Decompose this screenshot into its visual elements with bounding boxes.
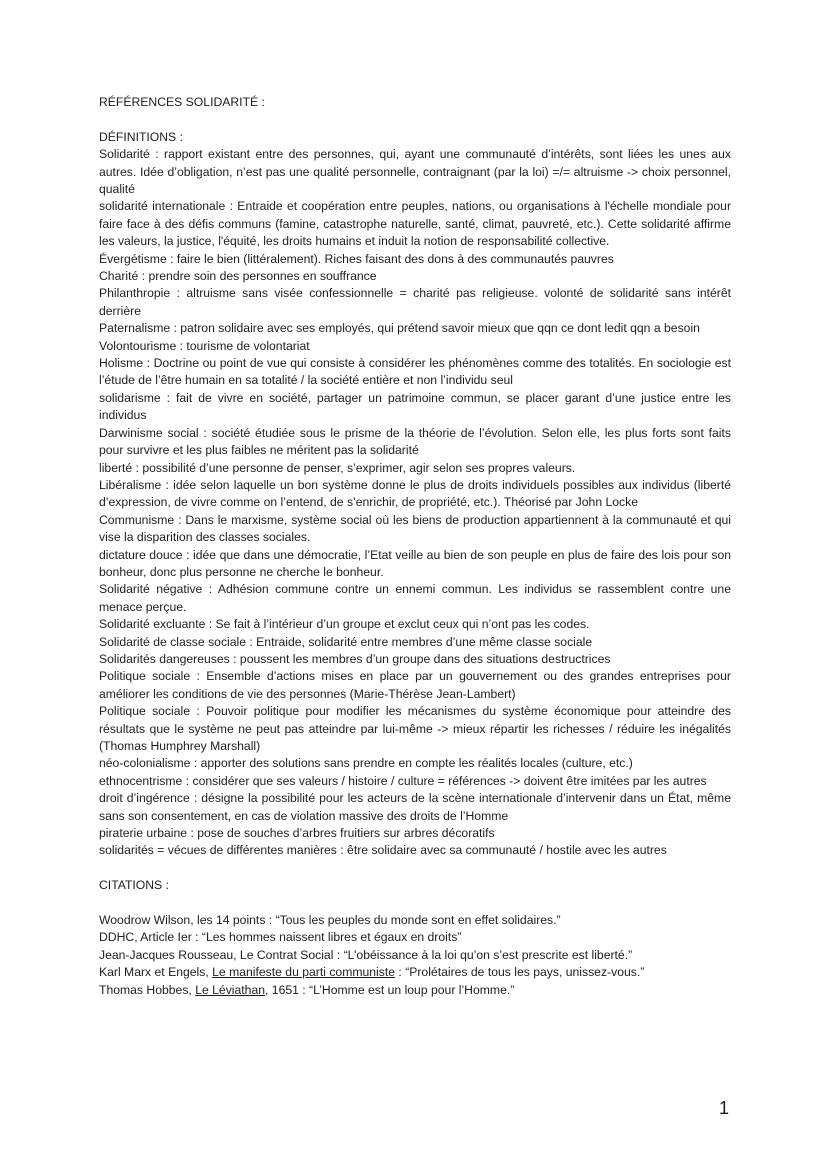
citation-author: Karl Marx et Engels,: [99, 965, 213, 980]
definition-item: néo-colonialisme : apporter des solutions sans prendre en compte les réalités locales (culture, etc.): [99, 756, 633, 771]
page-number: 1: [719, 1098, 730, 1118]
document-body: [99, 94, 731, 999]
definition-item: Volontourisme : tourisme de volontariat: [99, 338, 310, 353]
definition-item: Politique sociale : Pouvoir politique pour modifier les mécanismes du système économique pour atteindre des résultats que le système ne peut pas atteindre par lui-même -> mieux répartir les richesses / réduire les inégalités (Thomas Humphrey Marshall): [99, 704, 731, 754]
citation-quote: : “Prolétaires de tous les pays, unissez-vous.”: [395, 965, 645, 980]
citation-work-title: Le manifeste du parti communiste: [212, 965, 396, 980]
citations-list: [99, 912, 731, 999]
definition-item: Paternalisme : patron solidaire avec ses employés, qui prétend savoir mieux que qqn ce dont ledit qqn a besoin: [99, 321, 700, 336]
definition-item: liberté : possibilité d’une personne de penser, s’exprimer, agir selon ses propres valeurs.: [99, 460, 576, 475]
citation-work-title: Le Léviathan: [195, 982, 266, 997]
citation-quote: , 1651 : “L’Homme est un loup pour l’Homme.”: [265, 982, 515, 997]
definition-item: piraterie urbaine : pose de souches d’arbres fruitiers sur arbres décoratifs: [99, 826, 495, 841]
citations-heading: CITATIONS :: [99, 878, 169, 893]
definition-item: Charité : prendre soin des personnes en souffrance: [99, 269, 377, 284]
definition-item: Solidarités dangereuses : poussent les membres d’un groupe dans des situations destructrices: [99, 651, 611, 666]
definitions-list: [99, 146, 731, 860]
definition-item: Solidarité négative : Adhésion commune contre un ennemi commun. Les individus se rassemblent contre une menace perçue.: [99, 582, 731, 614]
definition-item: Solidarité : rapport existant entre des personnes, qui, ayant une communauté d’intérêts, sont liées les unes aux autres. Idée d’obligation, n’est pas une qualité personnelle, contraignant (par la loi) =/= altruisme -> choix personnel, qualité: [99, 147, 731, 197]
definition-item: Communisme : Dans le marxisme, système social où les biens de production appartiennent à la communauté et qui vise la disparition des classes sociales.: [99, 512, 731, 545]
definition-item: Philanthropie : altruisme sans visée confessionnelle = charité pas religieuse. volonté de solidarité sans intérêt derrière: [99, 286, 731, 318]
definition-item: droit d’ingérence : désigne la possibilité pour les acteurs de la scène internationale d’intervenir dans un État, même sans son consentement, en cas de violation massive des droits de l’Homme: [99, 791, 731, 823]
citation-item: [99, 964, 731, 981]
citation-item: DDHC, Article Ier : “Les hommes naissent libres et égaux en droits”: [99, 930, 462, 945]
definition-item: Holisme : Doctrine ou point de vue qui consiste à considérer les phénomènes comme des totalités. En sociologie est l’étude de l’être humain en sa totalité / la société entière et non l’individu seul: [99, 356, 731, 388]
citation-item: Woodrow Wilson, les 14 points : “Tous les peuples du monde sont en effet solidaires.”: [99, 913, 561, 928]
definition-item: solidarités = vécues de différentes manières : être solidaire avec sa communauté / hostile avec les autres: [99, 843, 667, 858]
definition-item: solidarité internationale : Entraide et coopération entre peuples, nations, ou organisations à l'échelle mondiale pour faire face à des défis communs (famine, catastrophe naturelle, santé, climat, pauvreté, etc.). Cette solidarité affirme les valeurs, la justice, l'équité, les droits humains et induit la notion de responsabilité collective.: [99, 199, 731, 249]
document-title: RÉFÉRENCES SOLIDARITÉ :: [99, 95, 265, 109]
definition-item: Solidarité excluante : Se fait à l’intérieur d’un groupe et exclut ceux qui n’ont pas les codes.: [99, 617, 590, 632]
citation-author: Thomas Hobbes,: [99, 982, 196, 997]
definition-item: Évergétisme : faire le bien (littéralement). Riches faisant des dons à des communautés pauvres: [99, 251, 614, 266]
definition-item: Politique sociale : Ensemble d’actions mises en place par un gouvernement ou des grandes entreprises pour améliorer les conditions de vie des personnes (Marie-Thérèse Jean-Lambert): [99, 669, 731, 701]
citation-item: Jean-Jacques Rousseau, Le Contrat Social : “L’obéissance à la loi qu’on s’est prescrite est liberté.”: [99, 947, 633, 962]
definition-item: ethnocentrisme : considérer que ses valeurs / histoire / culture = références -> doivent être imitées par les autres: [99, 773, 707, 788]
citation-item: [99, 982, 731, 999]
definitions-heading: DÉFINITIONS :: [99, 129, 183, 144]
definition-item: Darwinisme social : société étudiée sous le prisme de la théorie de l’évolution. Selon elle, les plus forts sont faits pour survivre et les plus faibles ne méritent pas la solidarité: [99, 425, 731, 458]
definition-item: solidarisme : fait de vivre en société, partager un patrimoine commun, se placer garant d’une justice entre les individus: [99, 390, 731, 423]
definition-item: Libéralisme : idée selon laquelle un bon système donne le plus de droits individuels possibles aux individus (liberté d’expression, de vivre comme on l’entend, de s’enrichir, de propriété, etc.). Théorisé par John Locke: [99, 477, 731, 510]
definition-item: Solidarité de classe sociale : Entraide, solidarité entre membres d’une même classe sociale: [99, 634, 593, 649]
definition-item: dictature douce : idée que dans une démocratie, l’Etat veille au bien de son peuple en plus de faire des lois pour son bonheur, donc plus personne ne cherche le bonheur.: [99, 547, 731, 579]
